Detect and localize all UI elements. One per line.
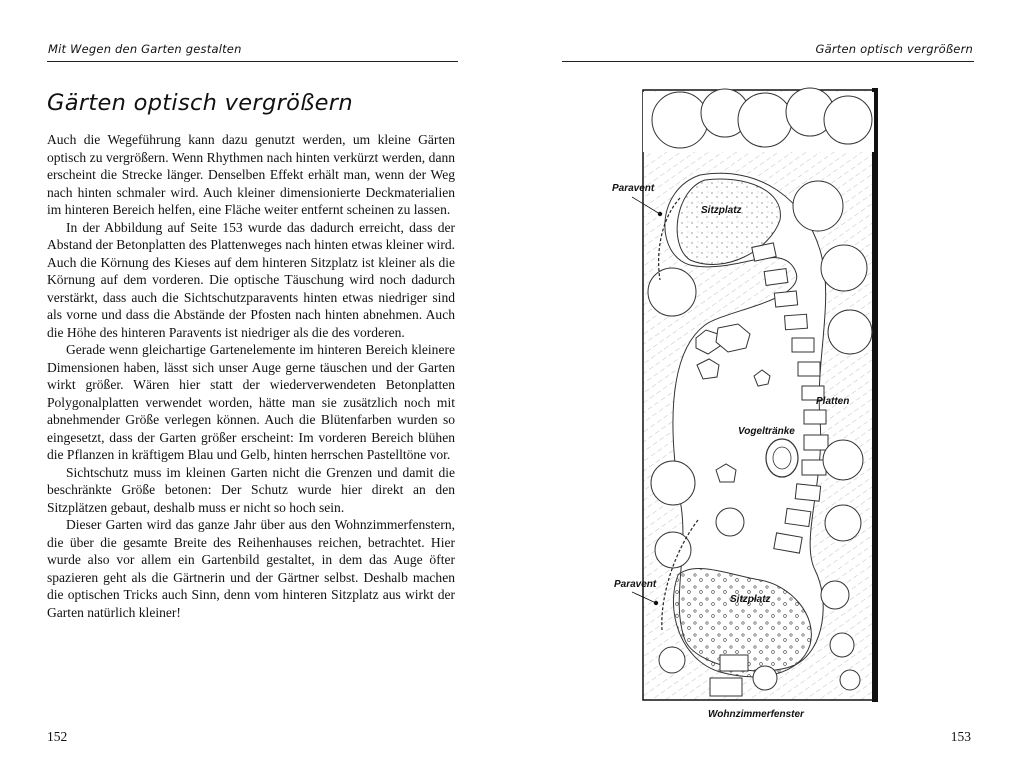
- chapter-title: Gärten optisch vergrößern: [47, 90, 353, 116]
- page-number-right: 153: [950, 729, 971, 744]
- garden-plan-illustration: [560, 80, 890, 710]
- running-head-left: Mit Wegen den Garten gestalten: [48, 42, 242, 56]
- paragraph-5: Dieser Garten wird das ganze Jahr über aus den Wohnzimmerfenstern, die über die gesamte Breite des Reihenhauses reichen, betrachtet. Hier wurde also vor allem ein Gartenbild gestaltet, in dem das Auge öfter spazieren geht als die Gärtnerin und der Gärtner selbst. Deshalb machen die optischen Tricks auch Sinn, denn vom hinteren Sitzplatz aus wirkt der Garten natürlich kleiner!: [47, 517, 455, 620]
- label-sitzplatz-front: Sitzplatz: [730, 594, 771, 605]
- label-paravent-front: Paravent: [614, 579, 657, 590]
- page-number-left: 152: [47, 729, 68, 744]
- label-sitzplatz-back: Sitzplatz: [701, 205, 742, 216]
- running-head-right: Gärten optisch vergrößern: [815, 42, 973, 56]
- figure-caption: Wohnzimmerfenster: [708, 709, 804, 720]
- header-rule-left: [47, 61, 458, 62]
- paragraph-4: Sichtschutz muss im kleinen Garten nicht die Grenzen und damit die beschränkte Größe betonen: Der Schutz wurde hier direkt an den Sitzplätzen gebaut, deshalb muss er nicht so hoch sein.: [47, 464, 455, 515]
- bird-bath: [766, 439, 798, 477]
- paragraph-1: Auch die Wegeführung kann dazu genutzt werden, um kleine Gärten optisch zu vergrößern. Wenn Rhythmen nach hinten verkürzt werden, dann erscheint die Strecke länger. Denselben Effekt erhält man, wenn der Weg nach hinten schmaler wird. Auch kleiner dimensionierte Deckmaterialien im hinteren Bereich helfen, eine Fläche weiter entfernt scheinen zu lassen.: [47, 132, 455, 217]
- paragraph-2: In der Abbildung auf Seite 153 wurde das dadurch erreicht, dass der Abstand der Betonplatten des Plattenweges nach hinten etwas kleiner wird. Auch die Körnung des Kieses auf dem hinteren Sitzplatz ist kleiner als die Körnung auf dem vorderen. Die optische Täuschung wird noch dadurch verstärkt, dass auch die Sichtschutzparavents hinten etwas niedriger sind als vorne und dass die Abstände der Pfosten nach hinten abnehmen. Auch die Höhe des hinteren Paravents ist niedriger als die des vorderen.: [47, 219, 455, 340]
- label-platten: Platten: [816, 396, 850, 407]
- header-rule-right: [562, 61, 974, 62]
- paragraph-3: Gerade wenn gleichartige Gartenelemente im hinteren Bereich kleinere Dimensionen haben, lässt sich unser Auge gerne täuschen und der Garten wirkt größer. Wären hier statt der wiederverwendeten Betonplatten Polygonalplatten verwendet worden, hätte man sie zusätzlich noch mit abnehmender Größe verlegen können. Auch die Blütenfarben wurden so eingesetzt, dass der Garten größer erscheint: Im vorderen Bereich blühen die Pflanzen in kräftigem Blau und Gelb, hinten herrschen Pastelltöne vor.: [47, 342, 455, 462]
- body-text: [47, 131, 455, 621]
- label-paravent-back: Paravent: [612, 183, 655, 194]
- label-vogeltraenke: Vogeltränke: [738, 426, 795, 437]
